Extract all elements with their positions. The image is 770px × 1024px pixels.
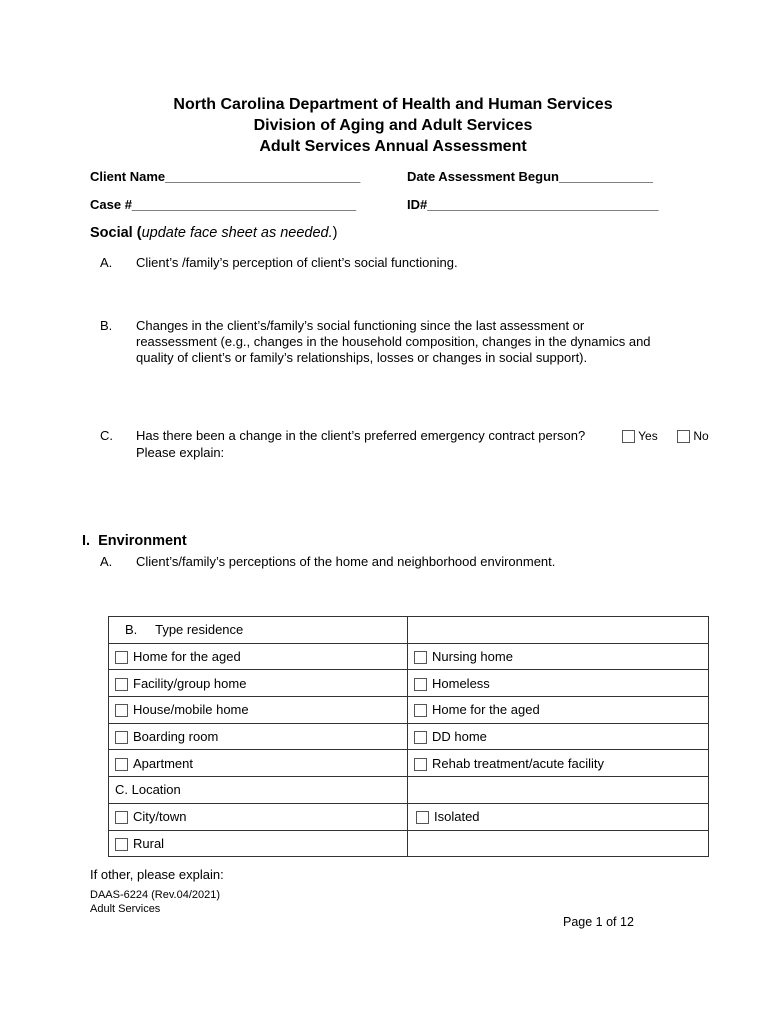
yes-option[interactable] xyxy=(622,428,658,444)
checkbox[interactable] xyxy=(115,758,128,771)
no-label: No xyxy=(693,429,709,443)
checkbox[interactable] xyxy=(115,838,128,851)
social-a-letter: A. xyxy=(100,255,113,270)
social-label: Social ( xyxy=(90,225,142,241)
environment-heading: I. Environment xyxy=(82,533,187,549)
other-explain: If other, please explain: xyxy=(90,867,224,882)
table-row xyxy=(109,723,709,750)
social-b-line: Changes in the client’s/family’s social functioning since the last assessment or xyxy=(136,318,585,333)
table-row xyxy=(109,750,709,777)
residence-option[interactable] xyxy=(408,697,709,724)
client-name-field[interactable]: Client Name___________________________ xyxy=(90,169,361,184)
header-line-2: Division of Aging and Adult Services xyxy=(253,117,533,134)
table-row xyxy=(109,803,709,830)
checkbox[interactable] xyxy=(414,758,427,771)
location-option[interactable] xyxy=(109,803,408,830)
date-begun-field[interactable]: Date Assessment Begun_____________ xyxy=(407,169,653,184)
checkbox[interactable] xyxy=(414,731,427,744)
option-label: Home for the aged xyxy=(133,649,241,665)
environment-a-text: Client’s/family’s perceptions of the home and neighborhood environment. xyxy=(136,554,556,569)
residence-option[interactable] xyxy=(109,643,408,670)
empty-cell xyxy=(408,830,709,857)
form-number: DAAS-6224 (Rev.04/2021) xyxy=(90,889,221,901)
checkbox[interactable] xyxy=(416,811,429,824)
residence-option[interactable] xyxy=(408,643,709,670)
social-b-text xyxy=(136,318,651,366)
option-label: Facility/group home xyxy=(133,675,247,691)
social-heading xyxy=(90,225,338,241)
social-close: ) xyxy=(332,225,338,241)
checkbox[interactable] xyxy=(115,704,128,717)
empty-cell xyxy=(408,617,709,644)
header-line-1: North Carolina Department of Health and Human Services xyxy=(173,96,613,113)
residence-option[interactable] xyxy=(109,723,408,750)
residence-option[interactable] xyxy=(109,670,408,697)
option-label: Isolated xyxy=(434,809,480,825)
footer-department: Adult Services xyxy=(90,903,161,915)
no-checkbox[interactable] xyxy=(677,430,690,443)
social-c-explain: Please explain: xyxy=(136,445,225,460)
residence-option[interactable] xyxy=(109,697,408,724)
residence-option[interactable] xyxy=(109,750,408,777)
table-row xyxy=(109,643,709,670)
checkbox[interactable] xyxy=(414,678,427,691)
table-row xyxy=(109,617,709,644)
no-option[interactable] xyxy=(677,428,709,444)
location-option[interactable] xyxy=(408,803,709,830)
social-c-text: Has there been a change in the client’s preferred emergency contract person? xyxy=(136,428,586,443)
checkbox[interactable] xyxy=(414,704,427,717)
option-label: Apartment xyxy=(133,755,193,771)
table-row xyxy=(109,697,709,724)
option-label: Homeless xyxy=(432,675,490,691)
residence-option[interactable] xyxy=(408,750,709,777)
option-label: Boarding room xyxy=(133,729,219,745)
option-label: Rural xyxy=(133,835,165,851)
social-a-text: Client’s /family’s perception of client’s social functioning. xyxy=(136,255,458,270)
table-row xyxy=(109,670,709,697)
header-line-3: Adult Services Annual Assessment xyxy=(259,138,527,155)
social-b-line: reassessment (e.g., changes in the household composition, changes in the dynamics and xyxy=(136,334,651,349)
table-row xyxy=(109,777,709,804)
case-number-field[interactable]: Case #_______________________________ xyxy=(90,197,357,212)
id-field[interactable]: ID#________________________________ xyxy=(407,197,659,212)
option-label: City/town xyxy=(133,809,187,825)
checkbox[interactable] xyxy=(115,651,128,664)
option-label: Nursing home xyxy=(432,649,513,665)
checkbox[interactable] xyxy=(115,811,128,824)
social-c-letter: C. xyxy=(100,428,113,443)
option-label: Rehab treatment/acute facility xyxy=(432,755,604,771)
residence-option[interactable] xyxy=(408,670,709,697)
checkbox[interactable] xyxy=(115,678,128,691)
social-note: update face sheet as needed. xyxy=(141,225,333,241)
option-label: Home for the aged xyxy=(432,702,540,718)
environment-a-letter: A. xyxy=(100,554,113,569)
checkbox[interactable] xyxy=(115,731,128,744)
option-label: House/mobile home xyxy=(133,702,249,718)
location-label: C. Location xyxy=(109,777,408,804)
option-label: DD home xyxy=(432,729,487,745)
yes-label: Yes xyxy=(638,429,658,443)
checkbox[interactable] xyxy=(414,651,427,664)
empty-cell xyxy=(408,777,709,804)
residence-option[interactable] xyxy=(408,723,709,750)
residence-table xyxy=(108,616,709,857)
yes-checkbox[interactable] xyxy=(622,430,635,443)
location-option[interactable] xyxy=(109,830,408,857)
social-b-line: quality of client’s or family’s relationships, losses or changes in social support). xyxy=(136,350,588,365)
page-number: Page 1 of 12 xyxy=(563,915,634,929)
type-residence-label: B. Type residence xyxy=(109,617,408,644)
social-b-letter: B. xyxy=(100,318,113,333)
table-row xyxy=(109,830,709,857)
